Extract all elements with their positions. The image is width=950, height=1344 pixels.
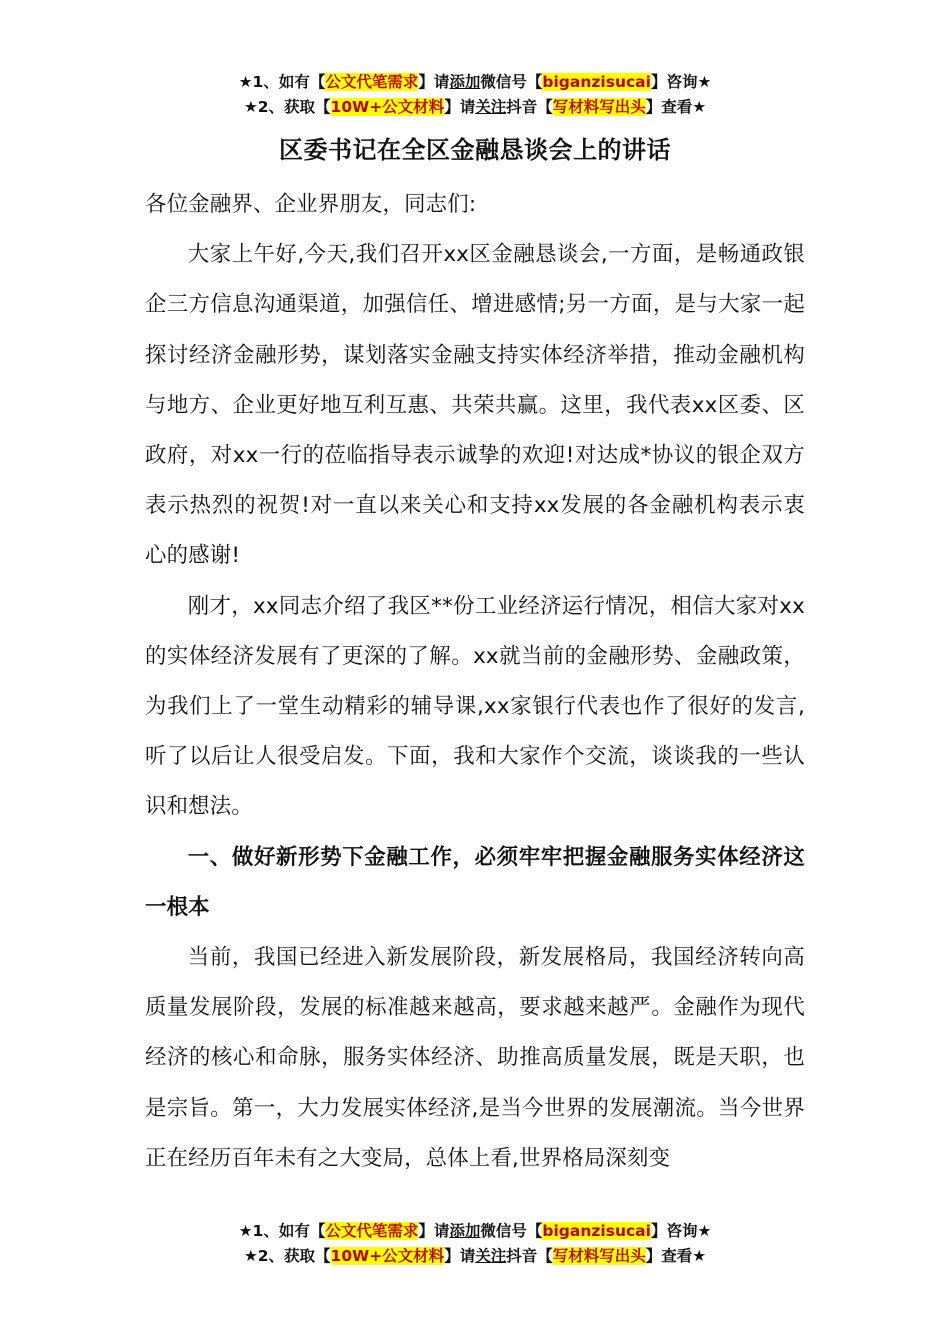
promo-highlight: 10W+公文材料: [330, 1247, 445, 1265]
promo-text: 】查看★: [645, 98, 707, 116]
promo-text: 微信号【: [480, 73, 543, 91]
paragraph: 当前，我国已经进入新发展阶段，新发展格局，我国经济转向高质量发展阶段，发展的标准越来越高，要求越来越严。金融作为现代经济的核心和命脉，服务实体经济、助推高质量发展，既是天职，也是宗旨。第一，大力发展实体经济,是当今世界的发展潮流。当今世界正在经历百年未有之大变局，总体上看,世界格局深刻变: [145, 945, 805, 1171]
promo-highlight: 公文代笔需求: [325, 1222, 419, 1240]
promo-highlight: 写材料写出头: [552, 1247, 646, 1265]
promo-text: 】咨询★: [650, 73, 712, 91]
promo-text: 】咨询★: [650, 1222, 712, 1240]
promo-underlined: 关注: [475, 1247, 507, 1265]
document-title: 区委书记在全区金融恳谈会上的讲话: [279, 136, 671, 164]
promo-banner-top: [0, 70, 950, 120]
promo-highlight: biganzisucai: [542, 1222, 651, 1240]
promo-line-1: [0, 70, 950, 95]
promo-text: ★1、如有【: [238, 73, 326, 91]
promo-line-2: [0, 1244, 950, 1269]
promo-underlined: 关注: [475, 98, 507, 116]
promo-highlight: 公文代笔需求: [325, 73, 419, 91]
paragraph: 大家上午好,今天,我们召开xx区金融恳谈会,一方面，是畅通政银企三方信息沟通渠道，加强信任、增进感情;另一方面，是与大家一起探讨经济金融形势，谋划落实金融支持实体经济举措，推动金融机构与地方、企业更好地互利互惠、共荣共赢。这里，我代表xx区委、区政府，对xx一行的莅临指导表示诚挚的欢迎!对达成*协议的银企双方表示热烈的祝贺!对一直以来关心和支持xx发展的各金融机构表示衷心的感谢!: [145, 242, 805, 569]
promo-text: 抖音【: [506, 98, 553, 116]
promo-line-2: [0, 95, 950, 120]
promo-banner-bottom: [0, 1219, 950, 1269]
promo-line-1: [0, 1219, 950, 1244]
promo-text: 】请: [418, 73, 450, 91]
promo-text: 】请: [444, 98, 476, 116]
section-heading: 一、做好新形势下金融工作，必须牢牢把握金融服务实体经济这一根本: [145, 844, 805, 920]
paragraph: 刚才，xx同志介绍了我区**份工业经济运行情况，相信大家对xx的实体经济发展有了更深的了解。xx就当前的金融形势、金融政策，为我们上了一堂生动精彩的辅导课,xx家银行代表也作了很好的发言,听了以后让人很受启发。下面，我和大家作个交流，谈谈我的一些认识和想法。: [145, 593, 805, 820]
promo-text: ★1、如有【: [238, 1222, 326, 1240]
salutation: 各位金融界、企业界朋友，同志们:: [145, 192, 477, 217]
promo-text: ★2、获取【: [243, 1247, 331, 1265]
promo-underlined: 添加: [449, 73, 481, 91]
promo-text: 】查看★: [645, 1247, 707, 1265]
promo-highlight: 写材料写出头: [552, 98, 646, 116]
promo-highlight: 10W+公文材料: [330, 98, 445, 116]
document-body: [145, 180, 805, 1184]
promo-underlined: 添加: [449, 1222, 481, 1240]
promo-text: 】请: [444, 1247, 476, 1265]
promo-text: 微信号【: [480, 1222, 543, 1240]
promo-text: 抖音【: [506, 1247, 553, 1265]
promo-text: 】请: [418, 1222, 450, 1240]
promo-text: ★2、获取【: [243, 98, 331, 116]
promo-highlight: biganzisucai: [542, 73, 651, 91]
